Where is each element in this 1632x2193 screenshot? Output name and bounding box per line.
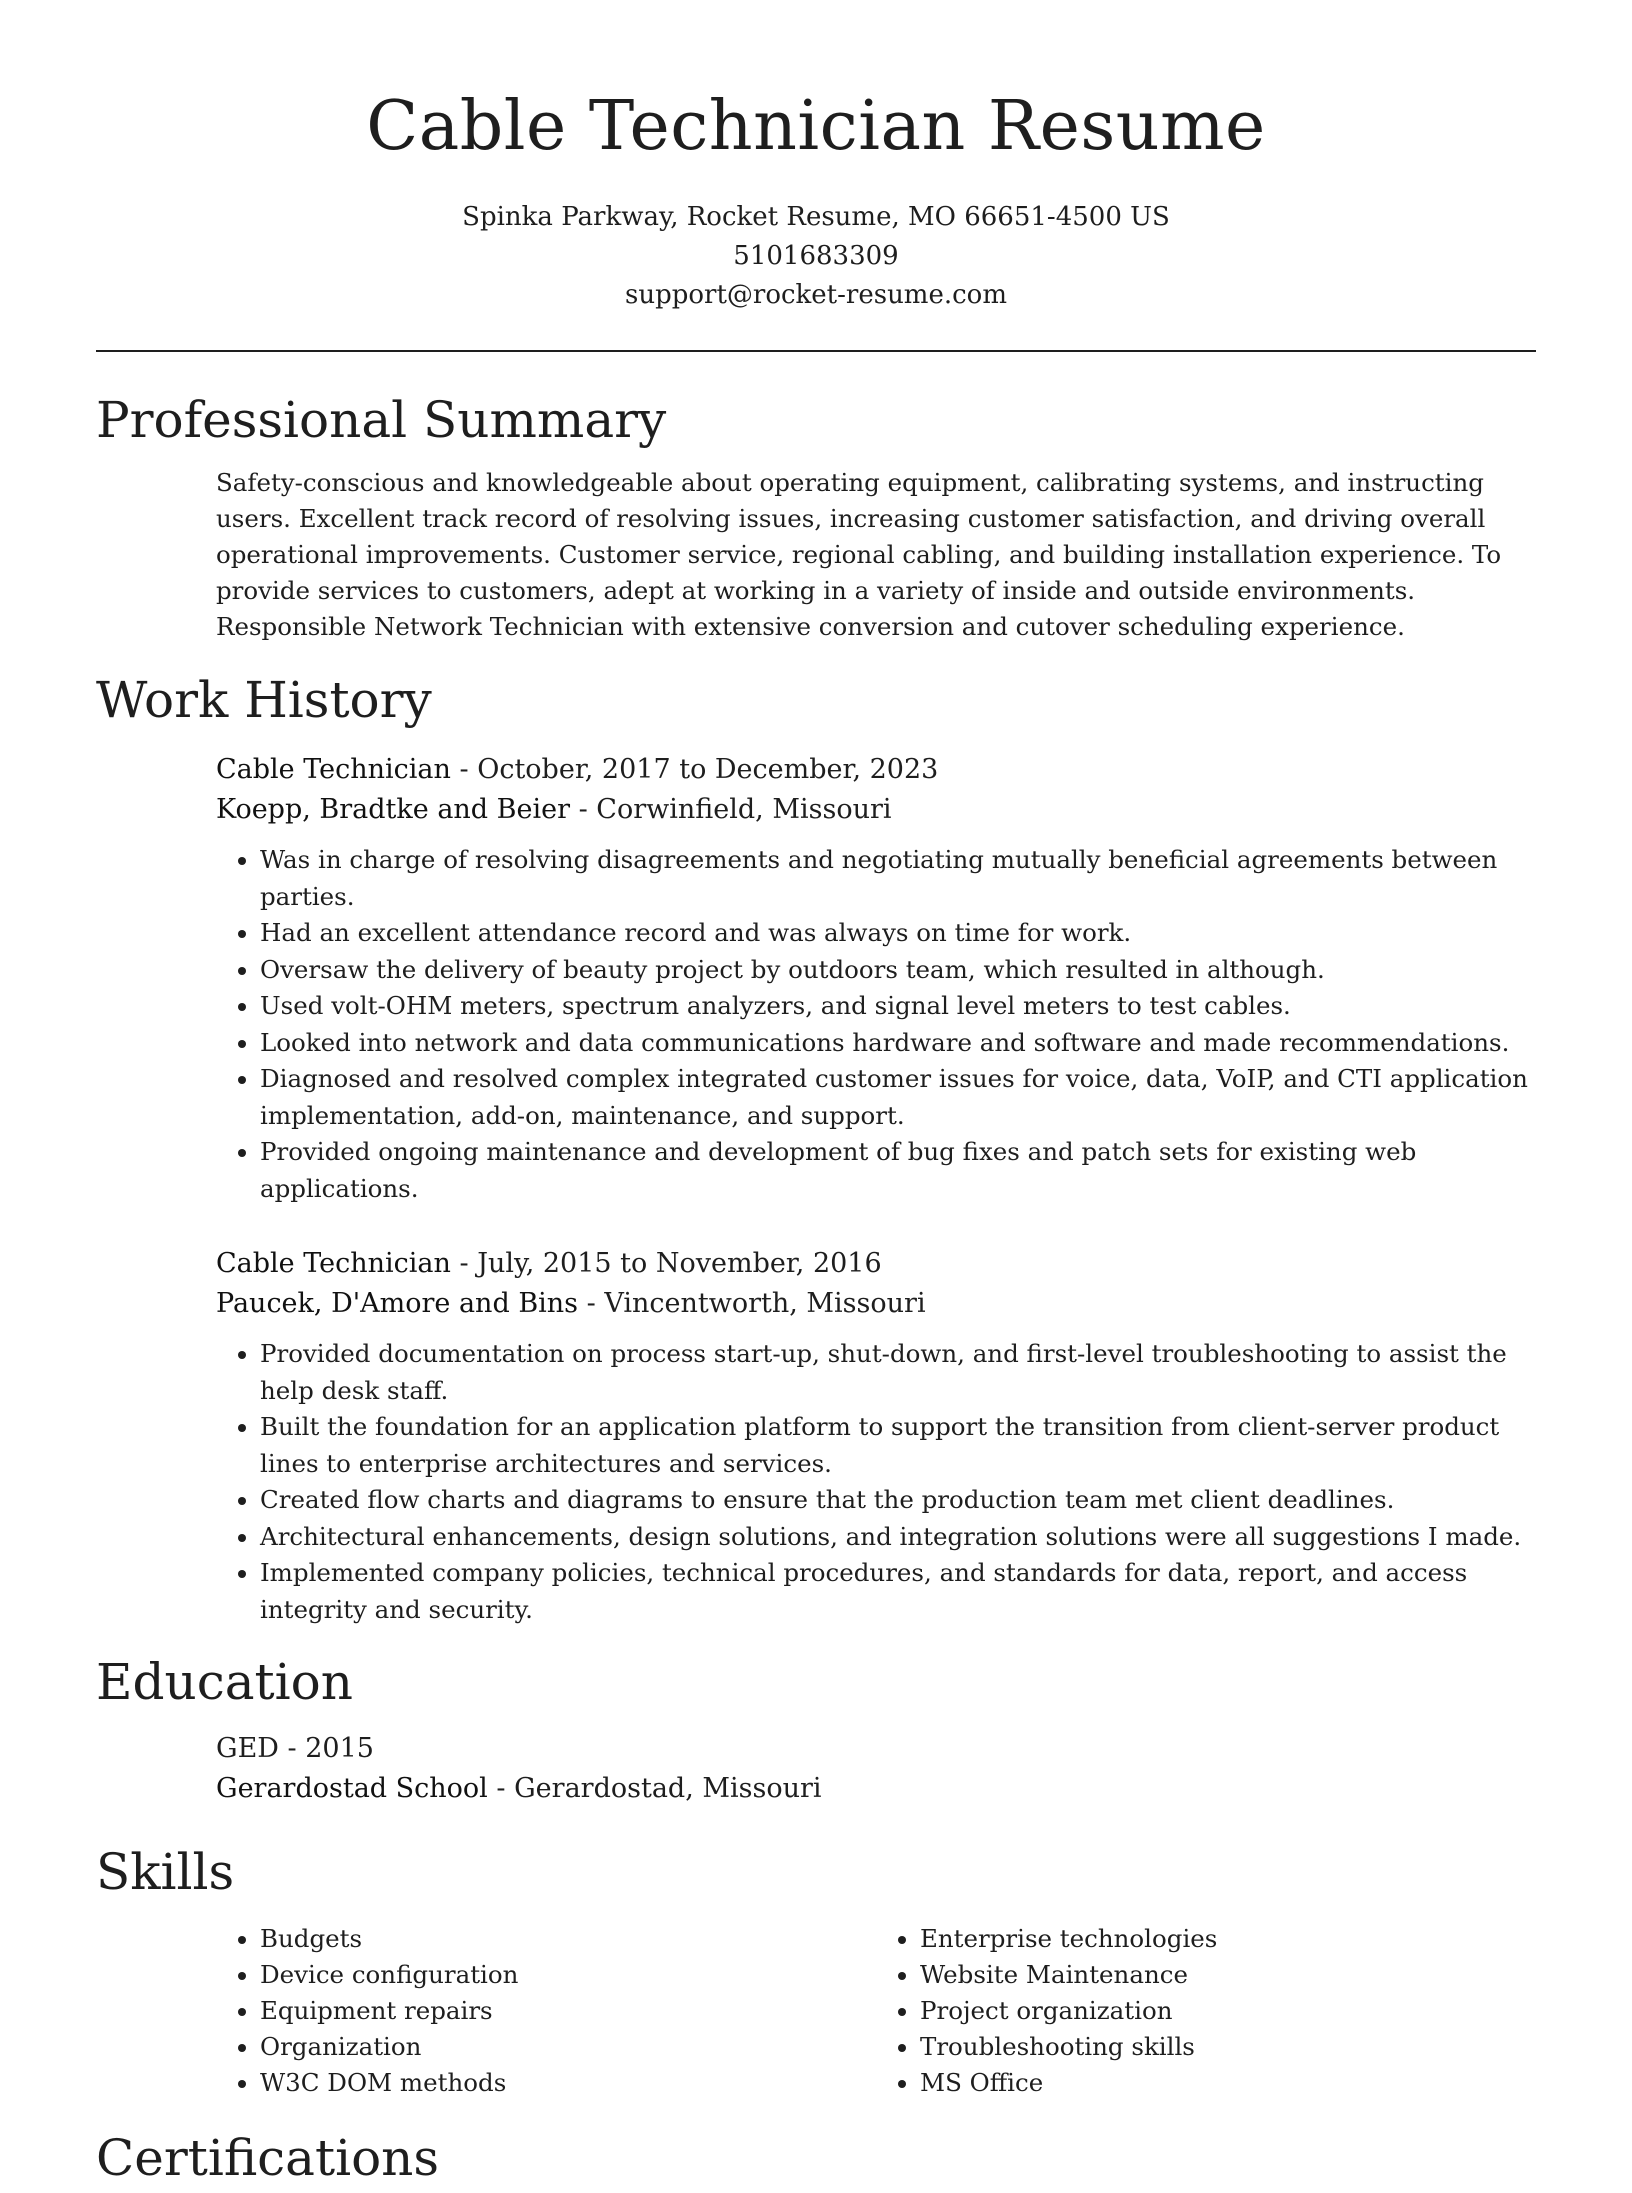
skills-grid [216,1921,1536,2101]
job-bullet: • Provided documentation on process start-up, shut-down, and first-level troubleshooting to assist the help desk staff. [260,1336,1536,1409]
resume-title: Cable Technician Resume [366,87,1266,166]
skill-item: • Troubleshooting skills [920,2029,1536,2065]
job-bullet: • Looked into network and data communications hardware and software and made recommendations. [260,1025,1536,1062]
skill-item: • Organization [260,2029,876,2065]
skills-section [96,1837,1536,2101]
job-title: Cable Technician [216,754,451,785]
education-section [96,1647,1536,1809]
skill-item: • Website Maintenance [920,1957,1536,1993]
job-dates: - October, 2017 to December, 2023 [450,754,939,785]
skills-column-right [876,1921,1536,2101]
job-bullet: • Implemented company policies, technical procedures, and standards for data, report, and access integrity and security. [260,1555,1536,1628]
resume-header [96,0,1536,315]
degree: GED [216,1733,279,1764]
job-bullet: • Had an excellent attendance record and was always on time for work. [260,915,1536,952]
work-history-heading: Work History [96,671,432,729]
job-bullet: • Architectural enhancements, design solutions, and integration solutions were all suggestions I made. [260,1519,1536,1556]
contact-address: Spinka Parkway, Rocket Resume, MO 66651-4500 US [462,202,1170,232]
resume-page [96,0,1536,2193]
summary-text: Safety-conscious and knowledgeable about operating equipment, calibrating systems, and instructing users. Excellent track record of resolving issues, increasing customer satisfaction, and driving overall operational improvements. Customer service, regional cabling, and building installation experience. To provide services to customers, adept at working in a variety of inside and outside environments. Responsible Network Technician with extensive conversion and cutover scheduling experience. [216,468,1502,641]
school-line [216,1769,1536,1809]
contact-email: support@rocket-resume.com [624,280,1007,310]
education-entry [216,1729,1536,1809]
school-location: - Gerardostad, Missouri [487,1773,822,1804]
skill-item: • Project organization [920,1993,1536,2029]
job-bullet: • Diagnosed and resolved complex integrated customer issues for voice, data, VoIP, and CTI application implementation, add-on, maintenance, and support. [260,1061,1536,1134]
job-company: Koepp, Bradtke and Beier [216,794,571,825]
skills-column-left [216,1921,876,2101]
skill-item: • Budgets [260,1921,876,1957]
certifications-section [96,2123,1536,2193]
degree-year: - 2015 [278,1733,374,1764]
job-entry [216,1244,1536,1628]
skills-heading: Skills [96,1843,235,1901]
contact-phone: 5101683309 [733,241,899,271]
skill-item: • W3C DOM methods [260,2065,876,2101]
job-dates: - July, 2015 to November, 2016 [450,1248,882,1279]
job-location: - Vincentworth, Missouri [578,1288,926,1319]
skill-item: • Device configuration [260,1957,876,1993]
job-bullets [216,842,1536,1207]
degree-line [216,1729,1536,1769]
job-company-line [216,1284,1536,1324]
summary-heading: Professional Summary [96,391,667,449]
job-bullets [216,1336,1536,1628]
job-company-line [216,790,1536,830]
education-heading: Education [96,1653,353,1711]
school-name: Gerardostad School [216,1773,488,1804]
skill-item: • Equipment repairs [260,1993,876,2029]
skill-item: • MS Office [920,2065,1536,2101]
summary-section [96,385,1536,645]
skill-item: • Enterprise technologies [920,1921,1536,1957]
job-company: Paucek, D'Amore and Bins [216,1288,579,1319]
job-bullet: • Oversaw the delivery of beauty project by outdoors team, which resulted in although. [260,952,1536,989]
contact-block [96,198,1536,315]
job-entry [216,750,1536,1207]
work-history-section [96,665,1536,1628]
job-bullet: • Created flow charts and diagrams to ensure that the production team met client deadlines. [260,1482,1536,1519]
header-divider [96,350,1536,352]
job-title-line [216,1244,1536,1284]
job-bullet: • Used volt-OHM meters, spectrum analyzers, and signal level meters to test cables. [260,988,1536,1025]
job-bullet: • Built the foundation for an application platform to support the transition from client-server product lines to enterprise architectures and services. [260,1409,1536,1482]
certifications-heading: Certifications [96,2129,440,2187]
job-bullet: • Was in charge of resolving disagreements and negotiating mutually beneficial agreements between parties. [260,842,1536,915]
job-bullet: • Provided ongoing maintenance and development of bug fixes and patch sets for existing web applications. [260,1134,1536,1207]
job-title: Cable Technician [216,1248,451,1279]
job-location: - Corwinfield, Missouri [570,794,892,825]
job-title-line [216,750,1536,790]
